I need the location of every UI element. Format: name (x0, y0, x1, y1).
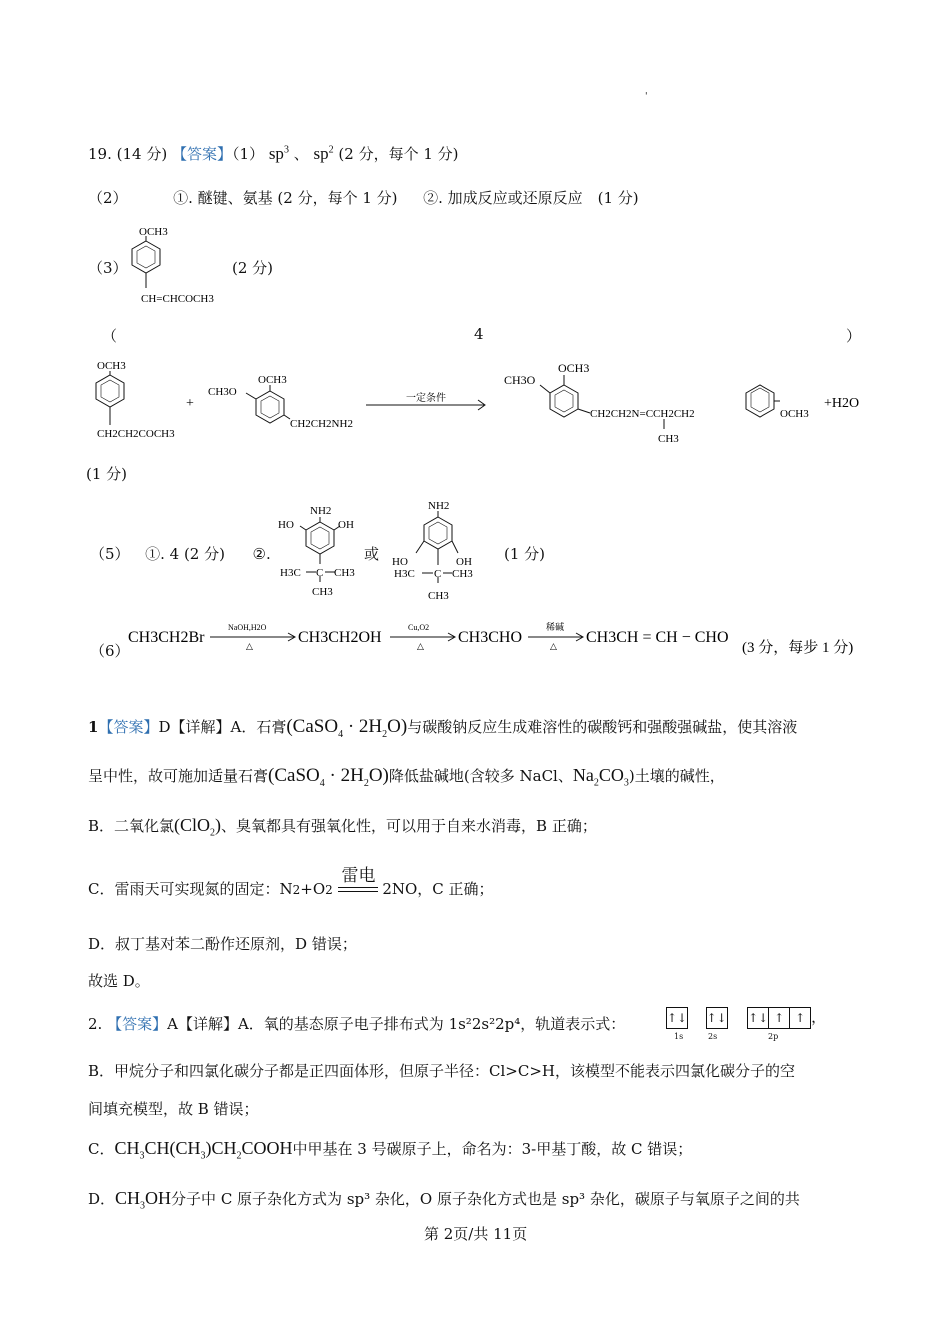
svg-text:C: C (316, 567, 324, 579)
q1-line-d: D．叔丁基对苯二酚作还原剂，D 错误； (88, 935, 357, 953)
formula-methanol: $CH_3OH$ (115, 1188, 172, 1212)
page-mark: ' (645, 92, 648, 102)
formula-gypsum: (CaSO$_4$ · $2H_2O$) (268, 765, 389, 789)
answer-2a: ①. 醚键、氨基 (2 分，每个 1 分) (173, 189, 398, 207)
condition-2: Cu,O2 (408, 623, 430, 632)
compound-2: CH3CH2OH (298, 629, 382, 646)
q1-conclusion: 故选 D。 (88, 972, 150, 990)
question-number: 1 (88, 718, 99, 736)
svg-text:OH: OH (456, 556, 472, 568)
orbital-label-1s: 1s (674, 1032, 684, 1041)
answer-tag: 【答案】 (107, 1015, 168, 1033)
label-chain: CH2CH2N=CCH2CH2 (590, 408, 695, 420)
q19-line-2 (88, 187, 639, 208)
orbital-1s: ↑↓ (666, 1007, 688, 1029)
page-footer: 第 2页/共 11页 (424, 1225, 528, 1243)
structure-5-b (386, 495, 486, 605)
detail-tag: 【详解】 (177, 1015, 238, 1033)
separator: 、 (293, 145, 309, 163)
svg-text:H3C: H3C (394, 568, 415, 580)
svg-text:C: C (434, 568, 442, 580)
svg-text:HO: HO (278, 519, 294, 531)
formula-na2co3: $Na_2CO_3$ (572, 765, 629, 789)
q19-line-5 (90, 543, 271, 564)
label-och3: OCH3 (558, 361, 590, 375)
detail-tag: 【详解】 (170, 718, 231, 736)
structure-5-a (272, 500, 372, 600)
condition-lightning: 雷电 (341, 866, 376, 886)
answer-tag: 【答案】 (98, 718, 159, 736)
label-och3: OCH3 (780, 408, 809, 420)
svg-text:△: △ (246, 641, 253, 651)
answer-tag: 【答案】 (171, 145, 232, 163)
orbital-diagram: ↑↓ ↑↓ ↑↓ ↑ ↑ ， (666, 1006, 826, 1029)
benzene-inner (137, 246, 155, 268)
part-label: （5） (90, 545, 130, 563)
formula-gypsum: (CaSO$_4$ · $2H_2O$) (286, 716, 408, 740)
q1-line-b: B．二氧化氯(ClO$_2$)、臭氧都具有强氧化性，可以用于自来水消毒，B 正确； (88, 815, 597, 839)
compound-1: CH3CH2Br (128, 629, 205, 646)
part-label-3: （3） (88, 259, 128, 277)
reaction-4 (80, 355, 880, 455)
label-top: OCH3 (139, 226, 168, 238)
q2-line-c: C．$CH_3CH(CH_3)CH_2COOH$中甲基在 3 号碳原子上，命名为：3-甲基丁酸，故 C 错误； (88, 1138, 693, 1162)
svg-text:△: △ (550, 641, 557, 651)
part-number-4: 4 (474, 325, 484, 343)
condition: 一定条件 (406, 393, 446, 404)
svg-text:NH2: NH2 (428, 500, 450, 512)
score: (1 分) (504, 545, 546, 563)
formula-clo2: (ClO$_2$) (174, 815, 222, 839)
label-ch3: CH3 (658, 433, 679, 445)
score: (2 分) (232, 259, 274, 277)
equilibrium-sign (338, 866, 378, 897)
structure-3 (108, 222, 238, 310)
or: 或 (364, 545, 380, 563)
q1-line-c: C．雷雨天可实现氮的固定：N2+O2 雷电 2NO，C 正确； (88, 878, 494, 899)
svg-text:H3C: H3C (280, 567, 301, 579)
question-number: 2. (88, 1015, 103, 1033)
score: (2 分，每个 1 分) (338, 145, 459, 163)
condition-3: 稀碱 (546, 622, 565, 632)
compound-4: CH3CH = CH − CHO (586, 629, 729, 646)
label-och3: OCH3 (97, 360, 126, 372)
answer-2b: ②. 加成反应或还原反应 (1 分) (423, 189, 639, 207)
formula-acid: $CH_3CH(CH_3)CH_2COOH$ (114, 1138, 293, 1162)
orbital-2s: ↑↓ (706, 1007, 728, 1029)
q1-line-1: 1【答案】D【详解】A．石膏(CaSO$_4$ · $2H_2O$)与碳酸钠反应生成难溶性的碳酸钙和强酸强碱盐，使其溶液 (88, 716, 798, 740)
hybrid-sp2: $sp^2$ (313, 144, 334, 163)
label-chain: CH2CH2NH2 (290, 418, 353, 430)
svg-text:CH3: CH3 (452, 568, 473, 580)
part-label: （6） (90, 642, 130, 660)
q2-line-d: D．$CH_3OH$分子中 C 原子杂化方式为 sp³ 杂化，O 原子杂化方式也是 sp³ 杂化，碳原子与氧原子之间的共 (88, 1188, 800, 1212)
q1-line-2: 呈中性，故可施加适量石膏(CaSO$_4$ · $2H_2O$)降低盐碱地(含较多 NaCl、$Na_2CO_3$)土壤的碱性， (88, 765, 725, 789)
svg-text:△: △ (417, 641, 424, 651)
orbital-2p-1: ↑↓ (747, 1007, 769, 1029)
svg-text:HO: HO (392, 556, 408, 568)
condition-1: NaOH,H2O (228, 623, 267, 632)
q19-heading: 19. (14 分) (88, 145, 168, 163)
score: (3 分，每步 1 分) (742, 640, 854, 656)
q2-line-1: 2. 【答案】A【详解】A．氧的基态原子电子排布式为 1s²2s²2p⁴，轨道表示式： (88, 1015, 626, 1033)
orbital-label-2p: 2p (768, 1032, 779, 1041)
answer-value: A (167, 1015, 178, 1033)
svg-text:NH2: NH2 (310, 505, 332, 517)
compound-3: CH3CHO (458, 629, 523, 646)
label-chain: CH2CH2COCH3 (97, 428, 175, 440)
paren-close: ） (846, 327, 862, 345)
part-label: （2） (88, 189, 128, 207)
hybrid-sp3: $sp^3$ (268, 144, 289, 163)
paren-open: （ (102, 327, 118, 345)
orbital-label-2s: 2s (708, 1032, 718, 1041)
q2-line-b2: 间填充模型，故 B 错误； (88, 1100, 259, 1118)
q19-line-1 (88, 143, 459, 164)
svg-text:CH3: CH3 (334, 567, 355, 579)
answer-5b: ②. (252, 545, 271, 563)
q2-line-b1: B．甲烷分子和四氯化碳分子都是正四面体形，但原子半径：Cl>C>H，该模型不能表示四氯化碳分子的空 (88, 1062, 795, 1080)
orbital-2p-2: ↑ (769, 1007, 790, 1029)
svg-text:CH3: CH3 (428, 590, 449, 602)
synthesis-route-6 (124, 618, 864, 662)
answer-value: D (158, 718, 171, 736)
score: (1 分) (86, 465, 128, 483)
answer-5a: ①. 4 (2 分) (145, 545, 225, 563)
label-ch3o: CH3O (208, 386, 237, 398)
label-bottom: CH=CHCOCH3 (141, 293, 214, 305)
svg-text:CH3: CH3 (312, 586, 333, 598)
part-label: （1） (231, 145, 265, 163)
orbital-2p-3: ↑ (790, 1007, 811, 1029)
water: +H2O (824, 396, 860, 411)
label-ch3o: CH3O (504, 373, 536, 387)
plus-sign: + (186, 396, 194, 411)
label-och3: OCH3 (258, 374, 287, 386)
svg-text:OH: OH (338, 519, 354, 531)
